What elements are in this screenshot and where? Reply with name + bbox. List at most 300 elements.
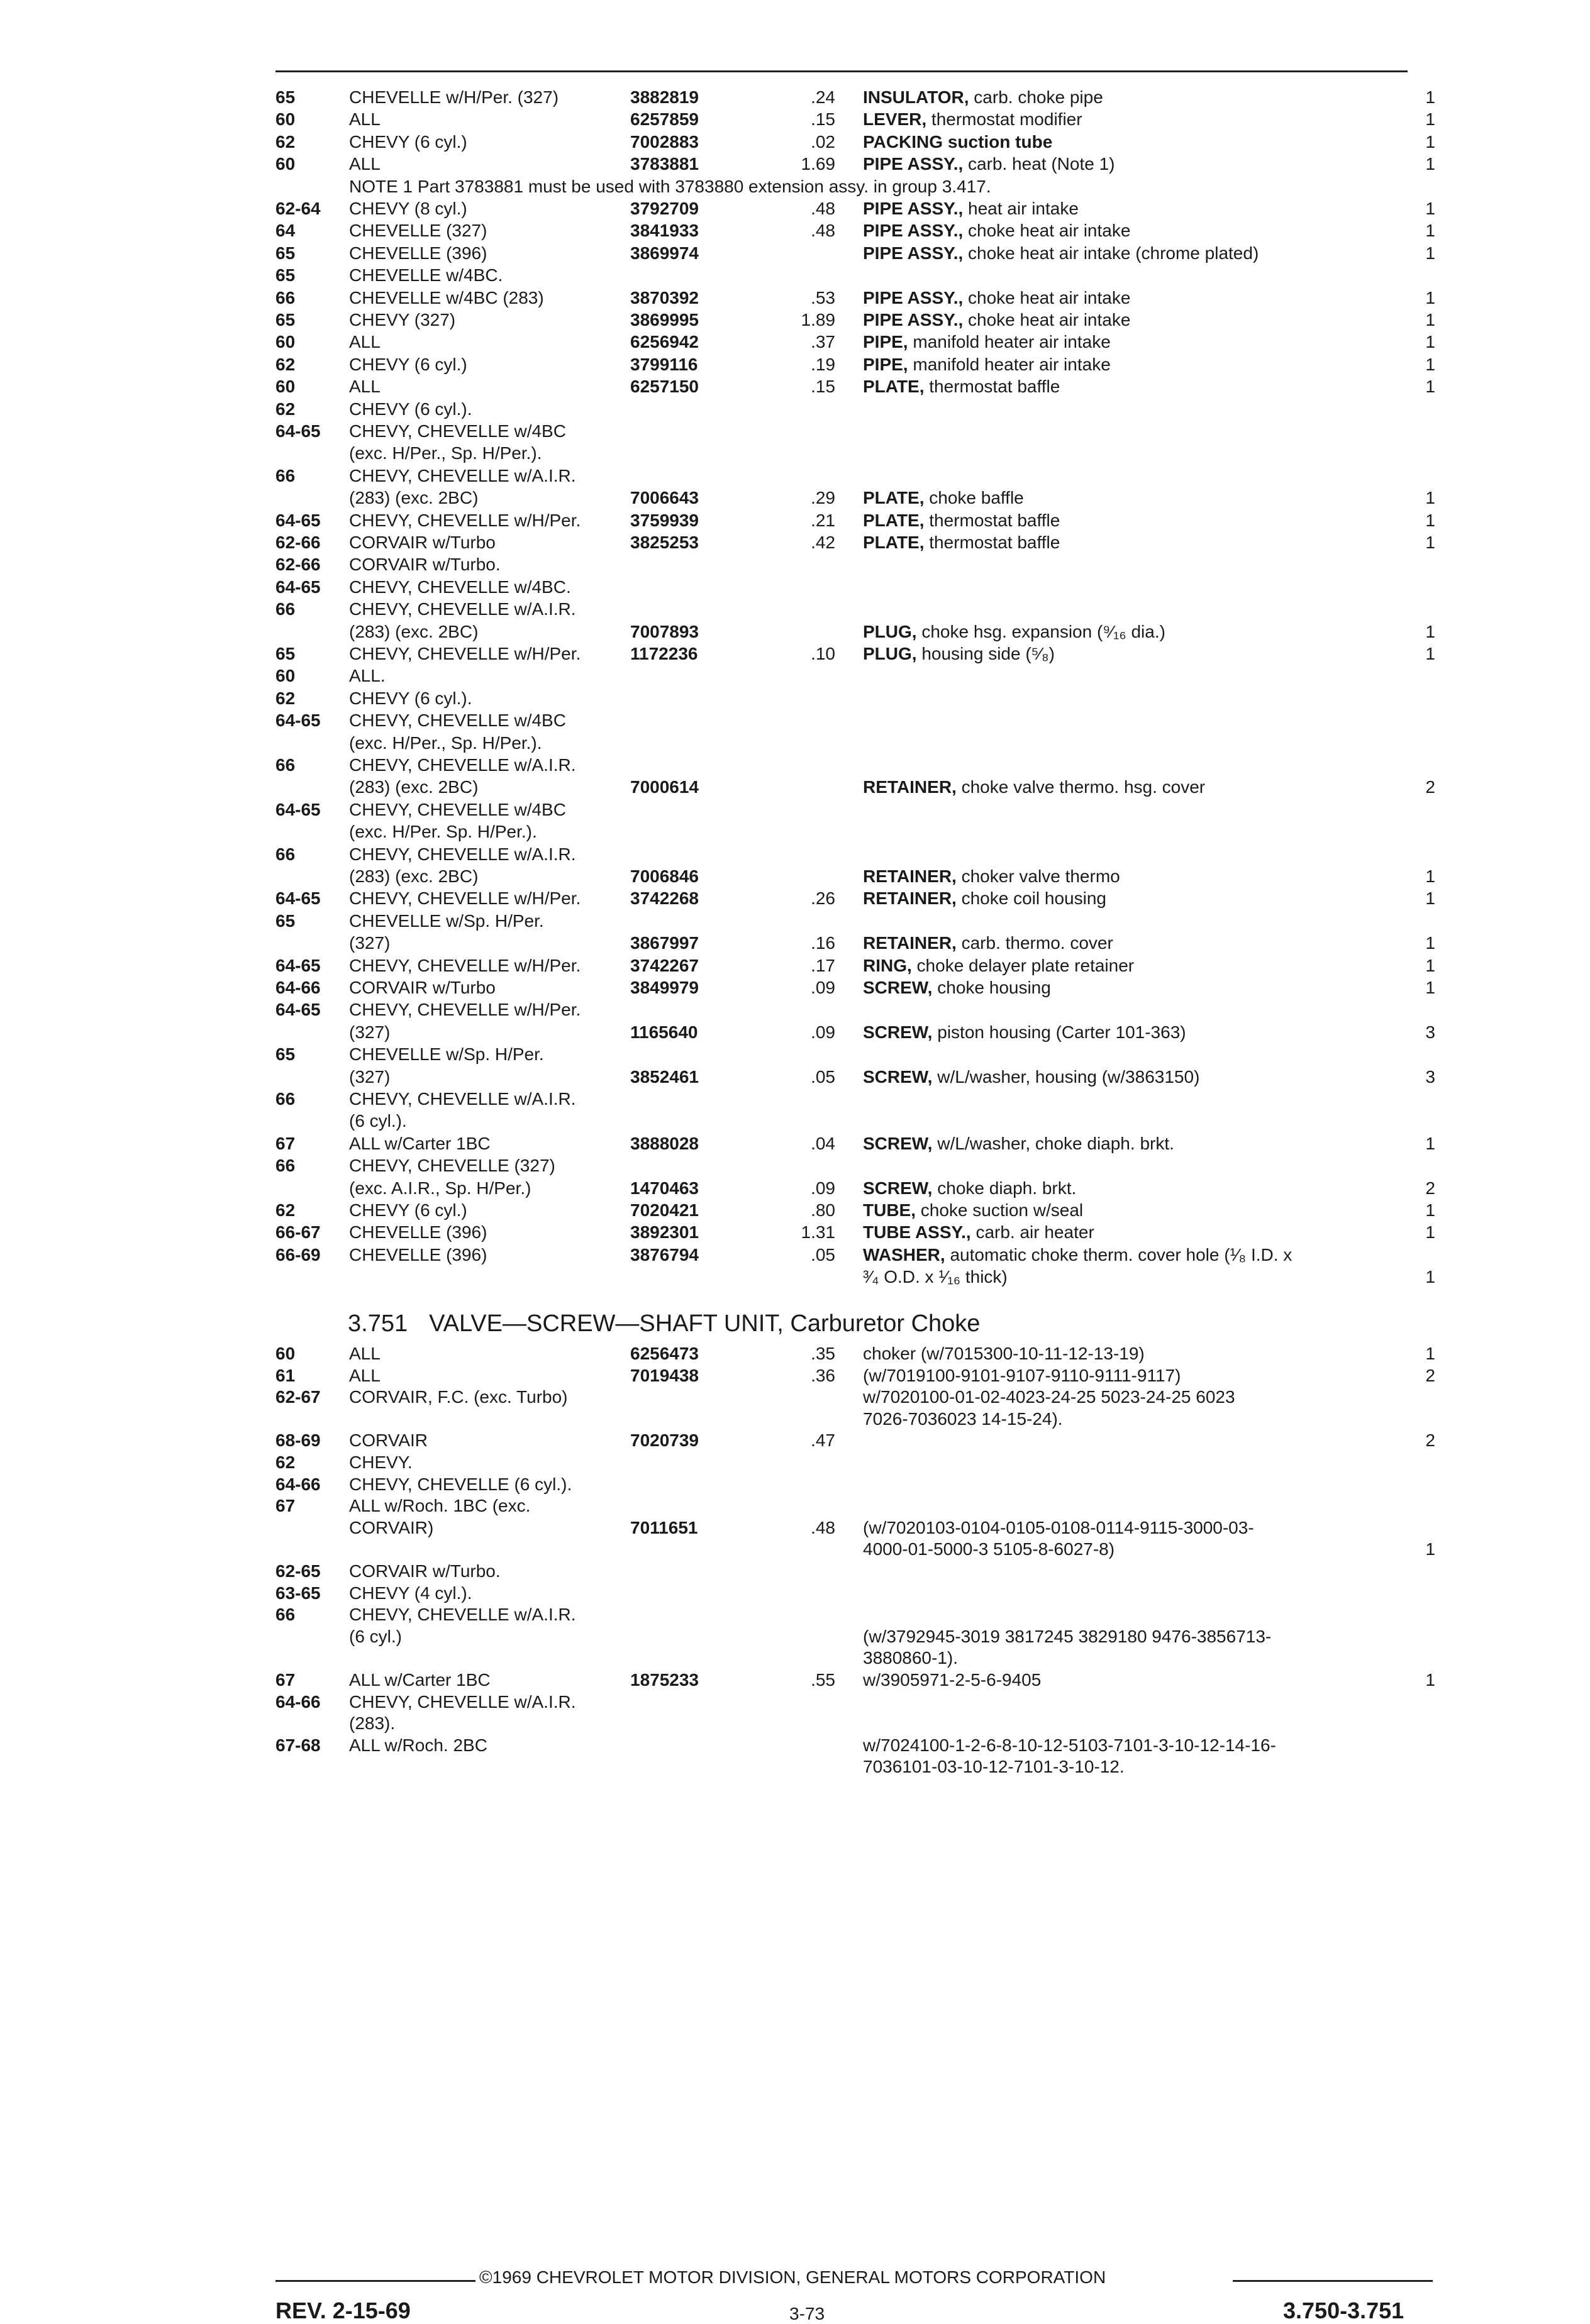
part-number-cell: 3882819 <box>630 87 699 107</box>
page-number: 3-73 <box>789 2304 825 2323</box>
price-cell: .36 <box>811 1365 835 1385</box>
part-number-cell: 3742267 <box>630 955 699 975</box>
description-cell <box>863 1647 958 1669</box>
year-cell: 64-65 <box>275 955 321 975</box>
description-cell <box>863 309 1130 331</box>
part-detail: w/3905971-2-5-6-9405 <box>863 1670 1042 1690</box>
table-row <box>0 621 1590 643</box>
section-range: 3.750-3.751 <box>1283 2298 1404 2323</box>
description-cell <box>863 1178 1076 1199</box>
description-cell <box>863 1244 1292 1266</box>
part-number-cell: 3759939 <box>630 510 699 530</box>
part-detail: 7026-7036023 14-15-24). <box>863 1408 1063 1429</box>
price-cell: .26 <box>811 888 835 909</box>
table-row <box>0 1561 1590 1582</box>
model-cell: CHEVY, CHEVELLE w/A.I.R. <box>349 844 576 864</box>
part-detail: carb. choke pipe <box>969 87 1103 107</box>
table-row <box>0 866 1590 887</box>
table-row <box>0 643 1590 665</box>
table-row <box>0 109 1590 130</box>
part-number-cell: 3869995 <box>630 310 699 329</box>
table-row <box>0 1626 1590 1647</box>
table-row <box>0 532 1590 553</box>
price-cell: .29 <box>811 488 835 508</box>
year-cell: 64-65 <box>275 799 321 819</box>
model-cell: (283) (exc. 2BC) <box>349 777 479 797</box>
part-number-cell: 3799116 <box>630 354 698 374</box>
revision-date: REV. 2-15-69 <box>275 2298 411 2323</box>
table-row <box>0 1066 1590 1088</box>
copyright-line: ©1969 CHEVROLET MOTOR DIVISION, GENERAL MOTORS CORPORATION <box>479 2267 1106 2287</box>
table-row <box>0 999 1590 1021</box>
year-cell: 62 <box>275 688 296 708</box>
year-cell: 64-66 <box>275 978 321 997</box>
price-cell: .05 <box>811 1066 835 1087</box>
part-detail: automatic choke therm. cover hole (¹⁄₈ I.D. x <box>945 1244 1293 1264</box>
model-cell: ALL <box>349 109 381 130</box>
model-cell: CORVAIR w/Turbo. <box>349 555 501 575</box>
part-detail: choke hsg. expansion (⁹⁄₁₆ dia.) <box>916 621 1165 641</box>
part-detail: w/7020100-01-02-4023-24-25 5023-24-25 6023 <box>863 1387 1235 1407</box>
table-row <box>0 198 1590 219</box>
model-cell: CHEVY, CHEVELLE w/H/Per. <box>349 510 581 530</box>
model-cell: CORVAIR) <box>349 1517 434 1537</box>
quantity-cell: 3 <box>1425 1022 1435 1042</box>
description-cell <box>863 87 1103 108</box>
part-detail: manifold heater air intake <box>908 354 1111 374</box>
table-row <box>0 910 1590 932</box>
year-cell: 65 <box>275 644 296 663</box>
table-row <box>0 153 1590 175</box>
quantity-cell: 1 <box>1425 1222 1435 1242</box>
model-cell: CORVAIR <box>349 1430 428 1451</box>
part-name: PLATE, <box>863 533 925 552</box>
description-cell <box>863 1133 1174 1154</box>
table-row <box>0 443 1590 464</box>
model-cell: ALL w/Roch. 1BC (exc. <box>349 1496 531 1516</box>
model-cell: (6 cyl.) <box>349 1626 402 1646</box>
description-cell <box>863 331 1111 353</box>
part-detail: choker (w/7015300-10-11-12-13-19) <box>863 1344 1145 1363</box>
model-cell: (exc. A.I.R., Sp. H/Per.) <box>349 1178 531 1198</box>
model-cell: (exc. H/Per. Sp. H/Per.). <box>349 822 537 842</box>
table-row <box>0 87 1590 108</box>
table-row <box>0 399 1590 420</box>
table-row <box>0 1343 1590 1364</box>
description-cell <box>863 220 1130 241</box>
year-cell: 62-66 <box>275 533 321 552</box>
table-row <box>0 1517 1590 1539</box>
part-detail: thermostat modifier <box>926 109 1082 130</box>
part-detail: (w/7020103-0104-0105-0108-0114-9115-3000-03- <box>863 1517 1254 1537</box>
model-cell: (exc. H/Per., Sp. H/Per.). <box>349 733 542 753</box>
quantity-cell: 1 <box>1425 933 1435 953</box>
model-cell: CHEVY, CHEVELLE w/A.I.R. <box>349 1605 576 1625</box>
model-cell: ALL w/Carter 1BC <box>349 1670 491 1690</box>
part-number-cell: 3825253 <box>630 533 699 552</box>
part-name: PLUG, <box>863 644 917 663</box>
quantity-cell: 1 <box>1425 310 1435 329</box>
description-cell <box>863 1626 1271 1647</box>
price-cell: .10 <box>811 644 835 663</box>
table-row <box>0 309 1590 331</box>
part-number-cell: 7002883 <box>630 131 699 152</box>
part-name: PLATE, <box>863 488 925 508</box>
quantity-cell: 1 <box>1425 488 1435 508</box>
price-cell: .05 <box>811 1244 835 1264</box>
description-cell <box>863 1222 1094 1243</box>
table-row <box>0 1155 1590 1176</box>
quantity-cell: 1 <box>1425 1539 1435 1559</box>
table-row <box>0 1088 1590 1110</box>
table-row <box>0 1647 1590 1669</box>
table-row <box>0 932 1590 954</box>
description-cell <box>863 1343 1145 1364</box>
model-cell: CHEVELLE (396) <box>349 1222 487 1242</box>
part-name: RETAINER, <box>863 866 957 886</box>
model-cell: CHEVY, CHEVELLE w/A.I.R. <box>349 1089 576 1109</box>
model-cell: ALL <box>349 1365 381 1385</box>
description-cell <box>863 109 1082 130</box>
part-name: PIPE ASSY., <box>863 154 964 174</box>
part-name: SCREW, <box>863 1022 933 1042</box>
part-detail: ³⁄₄ O.D. x ¹⁄₁₆ thick) <box>863 1267 1008 1287</box>
quantity-cell: 1 <box>1425 644 1435 663</box>
part-number-cell: 7020421 <box>630 1200 699 1220</box>
model-cell: CHEVY (6 cyl.) <box>349 354 467 374</box>
table-row <box>0 955 1590 977</box>
model-cell: CHEVY, CHEVELLE w/4BC <box>349 799 566 819</box>
footer-rule-right <box>1233 2280 1433 2282</box>
table-row <box>0 220 1590 241</box>
part-name: RETAINER, <box>863 777 957 797</box>
year-cell: 62 <box>275 354 296 374</box>
price-cell: .17 <box>811 955 835 975</box>
year-cell: 62 <box>275 399 296 419</box>
part-detail: carb. heat (Note 1) <box>963 154 1115 174</box>
table-row <box>0 1044 1590 1065</box>
model-cell: CHEVELLE (396) <box>349 243 487 263</box>
year-cell: 64-65 <box>275 888 321 909</box>
model-cell: ALL <box>349 154 381 174</box>
part-name: PIPE ASSY., <box>863 287 964 307</box>
part-name: PIPE ASSY., <box>863 221 964 241</box>
quantity-cell: 1 <box>1425 1344 1435 1363</box>
part-name: PIPE ASSY., <box>863 199 964 218</box>
description-cell <box>863 1517 1254 1539</box>
part-detail: choke heat air intake <box>963 287 1131 307</box>
description-cell <box>863 1066 1199 1088</box>
part-number-cell: 6256473 <box>630 1344 699 1363</box>
table-row <box>0 1430 1590 1451</box>
year-cell: 64-65 <box>275 510 321 530</box>
quantity-cell: 1 <box>1425 1133 1435 1153</box>
description-cell <box>863 888 1106 909</box>
model-cell: (327) <box>349 1022 391 1042</box>
year-cell: 65 <box>275 243 296 263</box>
table-row <box>0 354 1590 375</box>
description-cell <box>863 243 1259 264</box>
model-cell: CHEVY (327) <box>349 310 456 329</box>
part-detail: (w/7019100-9101-9107-9110-9111-9117) <box>863 1365 1181 1385</box>
part-number-cell: 6256942 <box>630 332 699 352</box>
table-row <box>0 1669 1590 1691</box>
model-cell: CHEVY (6 cyl.). <box>349 399 472 419</box>
year-cell: 66 <box>275 465 296 485</box>
price-cell: .24 <box>811 87 835 107</box>
year-cell: 62-67 <box>275 1387 321 1407</box>
quantity-cell: 1 <box>1425 866 1435 886</box>
table-row <box>0 1539 1590 1560</box>
quantity-cell: 2 <box>1425 777 1435 797</box>
year-cell: 66 <box>275 1156 296 1176</box>
year-cell: 62-66 <box>275 555 321 575</box>
year-cell: 62-65 <box>275 1561 321 1581</box>
year-cell: 64-65 <box>275 1000 321 1020</box>
part-number-cell: 3869974 <box>630 243 699 263</box>
part-detail: (w/3792945-3019 3817245 3829180 9476-3856713- <box>863 1626 1272 1646</box>
year-cell: 66 <box>275 287 296 307</box>
price-cell: .09 <box>811 978 835 997</box>
year-cell: 65 <box>275 1044 296 1065</box>
part-detail: w/L/washer, housing (w/3863150) <box>932 1066 1200 1087</box>
year-cell: 62 <box>275 131 296 152</box>
year-cell: 65 <box>275 310 296 329</box>
table-note: NOTE 1 Part 3783881 must be used with 3783880 extension assy. in group 3.417. <box>349 176 991 196</box>
price-cell: 1.69 <box>801 154 835 174</box>
year-cell: 66 <box>275 1605 296 1625</box>
price-cell: .15 <box>811 377 835 397</box>
year-cell: 64-65 <box>275 421 321 441</box>
quantity-cell: 1 <box>1425 621 1435 641</box>
table-row <box>0 1266 1590 1288</box>
table-row <box>0 1386 1590 1408</box>
model-cell: CORVAIR w/Turbo <box>349 533 496 552</box>
table-row <box>0 1452 1590 1473</box>
part-detail: piston housing (Carter 101-363) <box>932 1022 1186 1042</box>
part-name: RETAINER, <box>863 933 957 953</box>
description-cell <box>863 1266 1008 1288</box>
part-number-cell: 6257150 <box>630 377 699 397</box>
part-detail: choke housing <box>932 978 1051 997</box>
price-cell: .53 <box>811 287 835 307</box>
year-cell: 67-68 <box>275 1735 321 1755</box>
part-detail: w/7024100-1-2-6-8-10-12-5103-7101-3-10-12-14-16- <box>863 1735 1276 1755</box>
model-cell: CHEVY (6 cyl.) <box>349 131 467 152</box>
price-cell: 1.31 <box>801 1222 835 1242</box>
quantity-cell: 1 <box>1425 978 1435 997</box>
model-cell: CORVAIR w/Turbo. <box>349 1561 501 1581</box>
year-cell: 60 <box>275 109 296 130</box>
year-cell: 60 <box>275 666 296 686</box>
model-cell: CHEVELLE w/H/Per. (327) <box>349 87 559 107</box>
part-number-cell: 1165640 <box>630 1022 698 1042</box>
footer-rule-left <box>275 2280 475 2282</box>
part-number-cell: 7011651 <box>630 1517 698 1537</box>
table-row <box>0 665 1590 687</box>
description-cell <box>863 1408 1063 1430</box>
part-number-cell: 3792709 <box>630 199 699 218</box>
year-cell: 68-69 <box>275 1430 321 1451</box>
table-row <box>0 1244 1590 1266</box>
table-row <box>0 777 1590 798</box>
model-cell: ALL. <box>349 666 386 686</box>
model-cell: CHEVELLE w/4BC (283) <box>349 287 544 307</box>
model-cell: CHEVELLE (396) <box>349 1244 487 1264</box>
part-detail: 7036101-03-10-12-7101-3-10-12. <box>863 1757 1125 1777</box>
part-detail: thermostat baffle <box>924 533 1060 552</box>
price-cell: .48 <box>811 221 835 241</box>
part-detail: carb. air heater <box>970 1222 1094 1242</box>
part-detail: choker valve thermo <box>956 866 1120 886</box>
price-cell: .48 <box>811 1517 835 1537</box>
model-cell: CHEVY, CHEVELLE w/A.I.R. <box>349 1691 576 1712</box>
table-row <box>0 1691 1590 1713</box>
year-cell: 64-65 <box>275 711 321 731</box>
part-number-cell: 7007893 <box>630 621 699 641</box>
table-row <box>0 599 1590 620</box>
price-cell: .19 <box>811 354 835 374</box>
model-cell: (283) (exc. 2BC) <box>349 866 479 886</box>
model-cell: CHEVY, CHEVELLE w/A.I.R. <box>349 465 576 485</box>
table-row <box>0 1110 1590 1132</box>
table-row <box>0 376 1590 397</box>
quantity-cell: 2 <box>1425 1365 1435 1385</box>
part-number-cell: 7000614 <box>630 777 699 797</box>
model-cell: CHEVY (4 cyl.). <box>349 1583 472 1603</box>
quantity-cell: 1 <box>1425 332 1435 352</box>
part-detail: choke diaph. brkt. <box>932 1178 1077 1198</box>
table-row <box>0 799 1590 821</box>
year-cell: 64-65 <box>275 577 321 597</box>
part-detail: choke suction w/seal <box>916 1200 1084 1220</box>
description-cell <box>863 932 1113 954</box>
part-number-cell: 3783881 <box>630 154 699 174</box>
description-cell <box>863 866 1120 887</box>
table-row <box>0 577 1590 598</box>
model-cell: CHEVY, CHEVELLE w/A.I.R. <box>349 755 576 775</box>
part-number-cell: 7006846 <box>630 866 699 886</box>
year-cell: 66 <box>275 755 296 775</box>
price-cell: .04 <box>811 1133 835 1153</box>
price-cell: .09 <box>811 1022 835 1042</box>
part-number-cell: 3742268 <box>630 888 699 909</box>
description-cell <box>863 287 1130 309</box>
group-number: 3.751 <box>348 1310 408 1337</box>
year-cell: 66-67 <box>275 1222 321 1242</box>
part-detail: housing side (⁵⁄₈) <box>916 644 1055 663</box>
model-cell: CHEVELLE w/Sp. H/Per. <box>349 1044 544 1065</box>
description-cell <box>863 1539 1115 1560</box>
quantity-cell: 1 <box>1425 533 1435 552</box>
table-row <box>0 287 1590 309</box>
table-row <box>0 487 1590 509</box>
description-cell <box>863 643 1055 665</box>
table-row <box>0 1200 1590 1221</box>
part-name: PLATE, <box>863 377 925 397</box>
part-detail: choke valve thermo. hsg. cover <box>956 777 1206 797</box>
part-detail: choke baffle <box>924 488 1024 508</box>
part-name: PIPE ASSY., <box>863 310 964 329</box>
part-number-cell: 7020739 <box>630 1430 699 1451</box>
model-cell: ALL <box>349 332 381 352</box>
part-name: SCREW, <box>863 978 933 997</box>
description-cell <box>863 198 1079 219</box>
year-cell: 67 <box>275 1496 296 1516</box>
description-cell <box>863 131 1052 153</box>
model-cell: (283). <box>349 1713 396 1734</box>
year-cell: 60 <box>275 154 296 174</box>
table-row <box>0 1583 1590 1604</box>
part-number-cell: 1172236 <box>630 644 698 663</box>
part-name: PACKING suction tube <box>863 131 1053 152</box>
table-row <box>0 265 1590 286</box>
quantity-cell: 1 <box>1425 199 1435 218</box>
quantity-cell: 2 <box>1425 1178 1435 1198</box>
price-cell: .21 <box>811 510 835 530</box>
price-cell: .37 <box>811 332 835 352</box>
year-cell: 66 <box>275 844 296 864</box>
table-row <box>0 1735 1590 1756</box>
quantity-cell: 1 <box>1425 131 1435 152</box>
group-heading <box>348 1309 980 1338</box>
description-cell <box>863 777 1205 798</box>
model-cell: CORVAIR, F.C. (exc. Turbo) <box>349 1387 568 1407</box>
model-cell: CHEVY, CHEVELLE w/H/Per. <box>349 888 581 909</box>
part-number-cell: 3841933 <box>630 221 699 241</box>
model-cell: CHEVY, CHEVELLE w/4BC. <box>349 577 571 597</box>
table-row <box>0 331 1590 353</box>
model-cell: ALL <box>349 1344 381 1363</box>
quantity-cell: 1 <box>1425 109 1435 130</box>
price-cell: .35 <box>811 1344 835 1363</box>
part-number-cell: 6257859 <box>630 109 699 130</box>
quantity-cell: 1 <box>1425 510 1435 530</box>
table-row <box>0 1713 1590 1734</box>
part-name: PLATE, <box>863 510 925 530</box>
table-row <box>0 421 1590 442</box>
table-row <box>0 510 1590 531</box>
table-row <box>0 688 1590 709</box>
part-number-cell: 1875233 <box>630 1670 699 1690</box>
quantity-cell: 1 <box>1425 1267 1435 1287</box>
table-row <box>0 755 1590 776</box>
model-cell: CHEVY (8 cyl.) <box>349 199 467 218</box>
quantity-cell: 1 <box>1425 354 1435 374</box>
model-cell: CHEVY (6 cyl.) <box>349 1200 467 1220</box>
year-cell: 62 <box>275 1452 296 1472</box>
description-cell <box>863 1735 1276 1756</box>
table-row <box>0 1178 1590 1199</box>
part-name: WASHER, <box>863 1244 945 1264</box>
table-row <box>0 1495 1590 1517</box>
price-cell: .02 <box>811 131 835 152</box>
part-detail: w/L/washer, choke diaph. brkt. <box>932 1133 1174 1153</box>
part-name: PIPE, <box>863 354 908 374</box>
model-cell: CHEVY, CHEVELLE w/H/Per. <box>349 644 581 663</box>
description-cell <box>863 510 1060 531</box>
part-name: RING, <box>863 955 912 975</box>
part-detail: 3880860-1). <box>863 1648 959 1668</box>
part-detail: choke delayer plate retainer <box>911 955 1135 975</box>
model-cell: (327) <box>349 933 391 953</box>
year-cell: 65 <box>275 265 296 285</box>
model-cell: CHEVY, CHEVELLE w/4BC <box>349 421 566 441</box>
part-number-cell: 3888028 <box>630 1133 699 1153</box>
table-row <box>0 821 1590 843</box>
table-row <box>0 1365 1590 1386</box>
price-cell: .55 <box>811 1670 835 1690</box>
